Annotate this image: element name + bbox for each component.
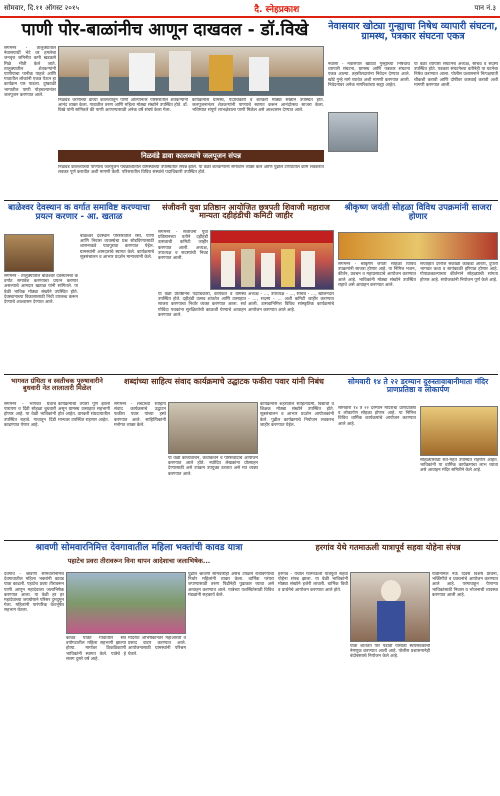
article-text: यात्रा शांततेत पार पडावी यासाठी स्वयंसेवकांची नेमणूक करण्यात आली आहे. पोलीस प्रशासनानेही बंदोबस्ताचे नियोजन केले आहे. [350, 644, 430, 660]
article-text: संगमनेर - शब्दांच्या साहित्य संवाद कार्यक्रमाचे उद्घाटन फकीरा पवार यांच्या हस्ते करण्यात आले. साहित्यिकांनी मनोगत व्यक्त केले. [114, 402, 166, 428]
photo-kawad [66, 572, 186, 634]
masthead [0, 0, 500, 18]
article-text: निळवंडे कालव्याच्या पाण्याचे जलपूजन पंचक्रोशीतील ग्रामस्थांच्या उपस्थितीत संपन्न झाले. या वेळी शेतकऱ्यांनी समाधान व्यक्त केले आणि पुढील टप्प्यातील कामे लवकरात लवकर पूर्ण करावीत अशी मागणी केली. परिसरातील विविध संस्थांचे पदाधिकारी उपस्थित होते. [58, 165, 324, 176]
article-text: या वेळी व्यापारी संघटनेचे अध्यक्ष, सचिव व सदस्य उपस्थित होते. पत्रकार संघटनेच्या वतीनेही या घटनेचा निषेध करण्यात आला. पोलीस प्रशासनाने निःपक्षपाती चौकशी करावी आणि दोषींवर कारवाई करावी अशी मागणी करण्यात आली. [414, 62, 498, 88]
headline-krishna: श्रीकृष्ण जयंती सोहळा विविध उपक्रमांनी साजरा होणार [344, 203, 492, 222]
page-number: पान नं.३ [474, 3, 496, 12]
article-text: कार्यक्रमाची तयारी पूर्ण झाली असून ग्रामस्थ उत्साहात सहभागी होत आहेत. वारकरी संप्रदायातील मान्यवर उपस्थित राहणार आहेत. [58, 402, 110, 423]
article-text: हरगांव - येथील गतमाऊली यात्रेपूर्वी सहवा योहेना संपन्न झाला. या वेळी भाविकांनी मोठ्या संख्येने हजेरी लावली. धार्मिक विधी व प्रार्थनेचे आयोजन करण्यात आले होते. [278, 572, 348, 593]
divider [4, 540, 498, 541]
photo-hargaon [350, 572, 430, 642]
group-photo [211, 231, 334, 290]
photo-sahitya [168, 402, 258, 454]
article-text: संगमनेर - तालुक्यातील नेवासयार्थी भेटे वर हमलेचा जनवृत्त जमिनीत कमी खडकसे मिळे भीती केले जाते. तालुक्यातील शेतकऱ्यांनी पाणीयाचा पानीक पाहले आणि गावातील लोकांनी एकत्र येऊन हा कार्यक्रम पार पाडला. दुष्काळी भागातील पाणी पोहचल्यानंतर जलपूजन करण्यात आले. [4, 46, 56, 98]
article-text: संगमनेर - श्रीकृष्ण जयंती सोहळा विविध उपक्रमांनी साजरा होणार आहे. या निमित्त भजन, कीर्तन, प्रवचन व महाप्रसादाचे आयोजन करण्यात आले आहे. भाविकांनी मोठ्या संख्येने उपस्थित राहावे असे आवाहन करण्यात आले. [338, 262, 416, 288]
article-text: यात्रेनिमित्त नऊ दिवस विशेष प्रार्थना, भक्तिगीते व प्रवचनांचे आयोजन करण्यात आले आहे. परगावाहून येणाऱ्या भाविकांसाठी निवास व भोजनाची व्यवस्था करण्यात आली आहे. [432, 572, 498, 598]
headline-dahihandi: संजीवनी युवा प्रतिष्ठान आयोजित छत्रपती शिवाजी महाराज मान्यता दहीहंडीची कमिटी जाहीर [162, 203, 330, 221]
headline-newasa: नेवासयार खोट्या गुन्ह्याचा निषेध व्यापारी संघटना, ग्रामस्थ, पत्रकार संघटना एकत्र [328, 21, 498, 42]
photo-committee [210, 230, 334, 290]
issue-date: सोमवार, दि.११ ऑगस्ट २०१५ [4, 3, 80, 12]
article-text: अध्यक्ष - ..., उपाध्यक्ष - ..., सचिव - ..., खजिनदार - ..., सदस्य - ... अशी कमिटी जाहीर करण्यात आली. उत्सवानिमित्त विविध सांस्कृतिक कार्यक्रमांचे आयोजन करण्यात आले आहे. [248, 292, 334, 313]
headline-water: पाणी पोर-बाळांनीच आणून दाखवल - डॉ.विखे [21, 20, 309, 40]
photo-mandir [420, 406, 498, 456]
headline-bhagwat: भागवत ग्रंथिता व स्वतीचक पूरुषावारीने बुधवारी नेत लालातारी मिळेल [11, 377, 103, 392]
article-text: सोहळ्यासाठी संत-महंत उपस्थित राहणार आहेत. भाविकांनी या धार्मिक कार्यक्रमाचा लाभ घ्यावा असे आवाहन मंदिर समितीने केले आहे. [420, 458, 498, 474]
photo-krishna [338, 232, 498, 260]
article-text: कावड यात्रेत गावातील सर्व वयोगटातील महिला सहभागी झाल्या होत्या. मार्गावर ठिकठिकाणी भाविकांनी स्वागत केले. यात्रेचे हे सलग दुसरे वर्ष आहे. [66, 636, 126, 662]
headline-sahitya: शब्दांच्या साहित्य संवाद कार्यक्रमाचे उद्घाटक फकीरा पवार यांनी निबंध [124, 377, 324, 386]
article-text: संगमनेर - तालुक्यातील बाळेश्वर देवस्थानचा क वर्गात समावेश करण्याचा प्रयत्न करणार असल्याचे आमदार खताळ यांनी सांगितले. या वेळी भाविक मोठ्या संख्येने उपस्थित होते. देवस्थानाच्या विकासासाठी निधी उपलब्ध करून देण्याचे आश्वासन देण्यात आले. [4, 274, 78, 306]
article-text: देवगाव - श्रावणी सोमवारनिमित्त देवगावातील महिला भक्तांनी कावड यात्रा काढली. पहाटेच प्रवरा तीरावरून पाणी आणून महादेवाला जलाभिषेक करण्यात आला. या वेळी हर हर महादेवाच्या जयघोषाने परिसर दुमदुमून गेला. महिलांनी पारंपरिक वेशभूषेत सहभाग घेतला. [4, 572, 64, 614]
article-text: संगमनेर - भागवत ग्रंथाचे पारायण व दिंडी सोहळा बुधवारी होणार आहे. या वेळी भाविकांनी उपस्थित राहावे. गावातून दिंडी काढण्यात येणार आहे. [4, 402, 56, 428]
photo-baleshwar [4, 234, 54, 272]
sub-headline-band: निळवंडे डावा कालव्याचे जलपूजन संपन्न [58, 150, 324, 162]
statue-photo [351, 573, 430, 642]
crowd-photo [59, 47, 324, 96]
article-text: या वेळी प्रतिष्ठानचे पदाधिकारी, कार्यकर्ते व ग्रामस्थ उपस्थित होते. दहीहंडी उत्सव शांततेत आणि उत्साहात साजरा करण्याचा निर्धार व्यक्त करण्यात आला. सर्व गोविंदा पथकांना सुरक्षिततेची काळजी घेण्याचे आवाहन करण्यात आले. [158, 292, 246, 318]
article-text: सप्ताहात दररोज सकाळी काकडा आरती, दुपारी भागवत कथा व सायंकाळी हरिपाठ होणार आहे. गोपाळकाल्याच्या कीर्तनाने सोहळ्याची सांगता होणार आहे. संयोजकांनी नियोजन पूर्ण केले आहे. [420, 262, 498, 283]
article-text: कार्यक्रमास शहरातील साहित्यप्रेमी, विद्यार्थी व शिक्षक मोठ्या संख्येने उपस्थित होते. सूत्रसंचालन व आभार प्रदर्शन आयोजकांनी केले. पुढील कार्यक्रमाचे नियोजन लवकरच जाहीर करण्यात येईल. [260, 402, 334, 428]
headline-mandir: सोमवारी १४ ते २२ डरम्यान दुरुस्तावाबानीमाता मंदिर प्राणप्रतिष्ठा व लोकार्पण [347, 377, 489, 394]
divider [4, 374, 498, 375]
divider [4, 200, 498, 201]
photo-protest [328, 112, 378, 152]
article-text: बाळेश्वर देवस्थान परिसरातील रस्ते, पाणी आणि निवास व्यवस्थेचा प्रश्न सोडविण्यासाठी शासनाकडे पाठपुरावा करण्यात येईल. ग्रामस्थांनी आमदारांचे स्वागत केले. कार्यक्रमाचे सूत्रसंचालन व आभार प्रदर्शन मान्यवरांनी केले. [80, 234, 154, 260]
article-text: संगमनेर - संजीवनी युवा प्रतिष्ठानच्या वतीने दहीहंडी उत्सवाची कमिटी जाहीर करण्यात आली. अध्यक्ष, उपाध्यक्ष व सदस्यांची निवड करण्यात आली. [158, 230, 208, 262]
headline-kawad: श्रावणी सोमवारनिमित्त देवगावातील महिला भक्तांची कावड यात्रा [35, 543, 243, 553]
article-text: पुढील श्रावणी सोमवारीही असेच उपक्रम राबविण्याचा निर्धार महिलांनी व्यक्त केला. धार्मिक परंपरा जपण्यासाठी तरुण पिढीनेही पुढाकार घ्यावा असे आवाहन करण्यात आले. यात्रेच्या यशस्वितेसाठी विविध मंडळांनी सहकार्य केले. [188, 572, 274, 598]
article-text: या वेळी काव्यवाचन, कथाकथन व परिसंवादाचे आयोजन करण्यात आले होते. नवोदित लेखकांना प्रोत्साहन देण्यासाठी असे उपक्रम उपयुक्त ठरतात असे मत व्यक्त करण्यात आले. [168, 456, 258, 477]
article-text: सोमवारी १४ ते २२ दरम्यान मंदिराचा प्राणप्रतिष्ठा व लोकार्पण सोहळा होणार आहे. या निमित्त विविध धार्मिक कार्यक्रमांचे आयोजन करण्यात आले आहे. [338, 406, 416, 427]
article-text: निळवंडे धरणाच्या डाव्या कालव्यातून पाणी आल्यानंतर परिसरातील शेतकऱ्यांनी आनंद व्यक्त केला. गावातील तरुण आणि महिला मोठ्या संख्येने उपस्थित होते. डॉ. विखे यांनी सांगितले की पाणी आणण्यासाठी अनेक वर्षे संघर्ष केला गेला. [58, 98, 188, 114]
subheadline-kawad: पहाटेच प्रवरा तीरावरून विना थापन आदेशाचा जलाभिषेक... [67, 557, 211, 565]
photo-ceremony [58, 46, 324, 96]
headline-baleshwar: बाळेश्वर देवस्थान क वर्गात समाविष्ट करण्याचा प्रयत्न करणार - आ. खताळ [8, 203, 150, 222]
article-text: नेवासा - नेवासयार खोट्या गुन्ह्याच्या निषेधार्थ व्यापारी संघटना, ग्रामस्थ आणि पत्रकार संघटना एकत्र आल्या. तहसीलदारांना निवेदन देण्यात आले. खोटे गुन्हे मागे घ्यावेत अशी मागणी करण्यात आली. निवेदनावर अनेक नागरिकांच्या सह्या आहेत. [328, 62, 410, 88]
paper-name: दै. स्नेहप्रकाश [254, 4, 300, 15]
headline-hargaon: हरगांव येथे गतमाऊली यात्रापूर्व सहवा योहेना संपन्न [315, 543, 461, 552]
article-text: कार्यक्रमास ग्रामस्थ, पदाधिकारी व शेतकरी मोठ्या संख्येने उपस्थित होते. जलपूजनानंतर शेतकऱ्यांनी पाण्याचे स्वागत करून आनंदोत्सव साजरा केला. भविष्यात संपूर्ण लाभक्षेत्राला पाणी मिळेल असे आश्वासन देण्यात आले. [192, 98, 324, 114]
article-text: मंदिरात अभिषेकानंतर महाआरती व प्रसाद वाटप करण्यात आले. आयोजनासाठी ग्रामस्थांनी परिश्रम घेतले. [128, 636, 186, 657]
